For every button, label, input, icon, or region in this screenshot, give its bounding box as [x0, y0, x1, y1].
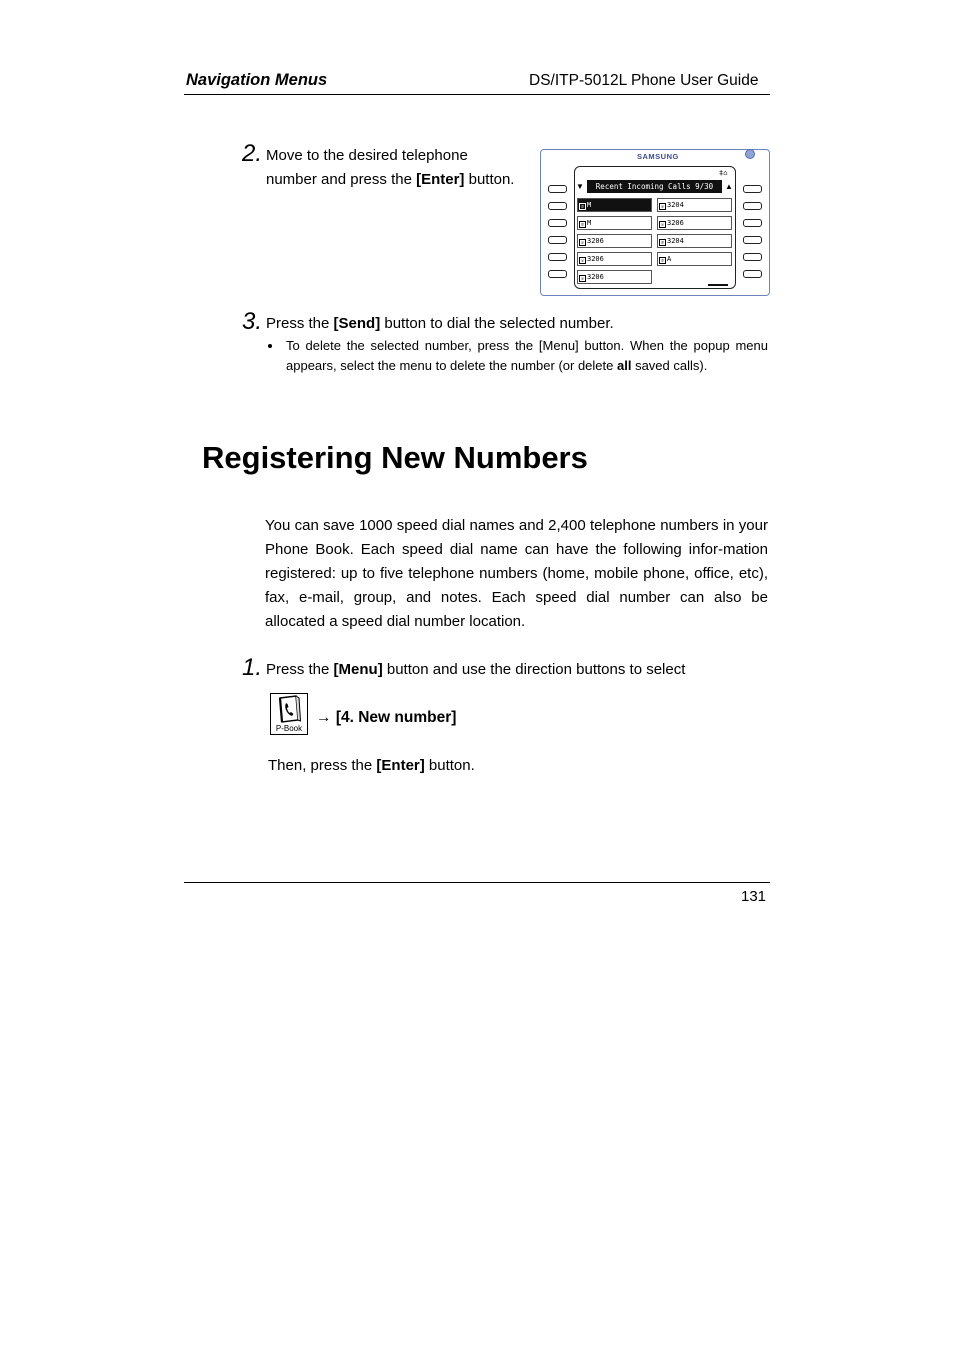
scroll-up-icon: ▲	[725, 182, 733, 191]
guide-title: DS/ITP-5012L Phone User Guide	[529, 72, 759, 89]
bullet-note: To delete the selected number, press the [Menu] button. When the popup menu appears, select the menu to delete the number (or delete all saved calls).	[286, 338, 768, 373]
soft-key-right	[743, 270, 762, 278]
call-type-icon: ✆	[580, 222, 584, 228]
step-text-line: Then, press the [Enter] button.	[268, 757, 475, 774]
soft-key-left	[548, 202, 567, 210]
call-entry: ☏ 3204	[657, 198, 732, 212]
brand-logo: SAMSUNG	[637, 152, 679, 161]
menu-item-new-number: [4. New number]	[335, 709, 457, 726]
step-number: 1.	[242, 654, 263, 681]
call-type-icon: ☏	[580, 240, 584, 246]
call-type-icon: ☏	[660, 222, 664, 228]
soft-key-left	[548, 236, 567, 244]
scroll-down-icon: ▼	[576, 182, 584, 191]
step-number: 2.	[242, 140, 263, 167]
step-text-line: Move to the desired telephone	[266, 147, 468, 164]
menu-path	[316, 707, 456, 729]
phone-book-label: P-Book	[275, 724, 303, 733]
step-text-line: number and press the [Enter] button.	[266, 171, 515, 188]
page-number: 131	[741, 888, 767, 905]
bullet-icon	[268, 344, 272, 348]
call-type-icon: ☏	[580, 276, 584, 282]
soft-key-right	[743, 219, 762, 227]
soft-key-right	[743, 253, 762, 261]
step-text-line: Press the [Menu] button and use the direction buttons to select	[266, 661, 686, 678]
soft-key-right	[743, 202, 762, 210]
call-type-icon: ☏	[580, 258, 584, 264]
call-entry: ☏ 3206	[657, 216, 732, 230]
step-text-line: Press the [Send] button to dial the selected number.	[266, 315, 614, 332]
header-rule	[184, 94, 770, 95]
book-icon	[271, 694, 307, 724]
lcd-underline	[708, 284, 728, 286]
soft-key-right	[743, 185, 762, 193]
call-entry: ✆ M	[577, 216, 652, 230]
soft-key-left	[548, 270, 567, 278]
section-header: Navigation Menus	[186, 71, 328, 89]
phone-screen-illustration	[540, 149, 770, 296]
call-entry: ✆ M	[577, 198, 652, 212]
intro-paragraph: You can save 1000 speed dial names and 2,400 telephone numbers in your Phone Book. Each speed dial name can have the following infor-mation registered: up to five telephone numbers (home, mobile phone, office, etc), fax, e-mail, group, and notes. Each speed dial number can also be allocated a speed dial number location.	[265, 517, 768, 630]
footer-rule	[184, 882, 770, 883]
section-title: Registering New Numbers	[202, 440, 588, 475]
call-type-icon: ✆	[660, 240, 664, 246]
soft-key-left	[548, 185, 567, 193]
call-entry: ☏ 3206	[577, 234, 652, 248]
soft-key-left	[548, 253, 567, 261]
call-type-icon: ✆	[580, 204, 584, 210]
call-entry: ✆ A	[657, 252, 732, 266]
call-type-icon: ☏	[660, 204, 664, 210]
call-entry: ☏ 3206	[577, 252, 652, 266]
soft-key-left	[548, 219, 567, 227]
call-type-icon: ✆	[660, 258, 664, 264]
phone-book-icon	[270, 693, 308, 735]
arrow-right-icon: →	[316, 709, 332, 726]
status-icon: ‡⌂	[719, 169, 728, 177]
lcd-display	[574, 166, 736, 289]
soft-key-right	[743, 236, 762, 244]
call-entry: ✆ 3204	[657, 234, 732, 248]
list-title: Recent Incoming Calls 9/30	[587, 180, 722, 193]
call-entry: ☏ 3206	[577, 270, 652, 284]
step-number: 3.	[242, 308, 263, 335]
indicator-icon	[745, 149, 755, 159]
